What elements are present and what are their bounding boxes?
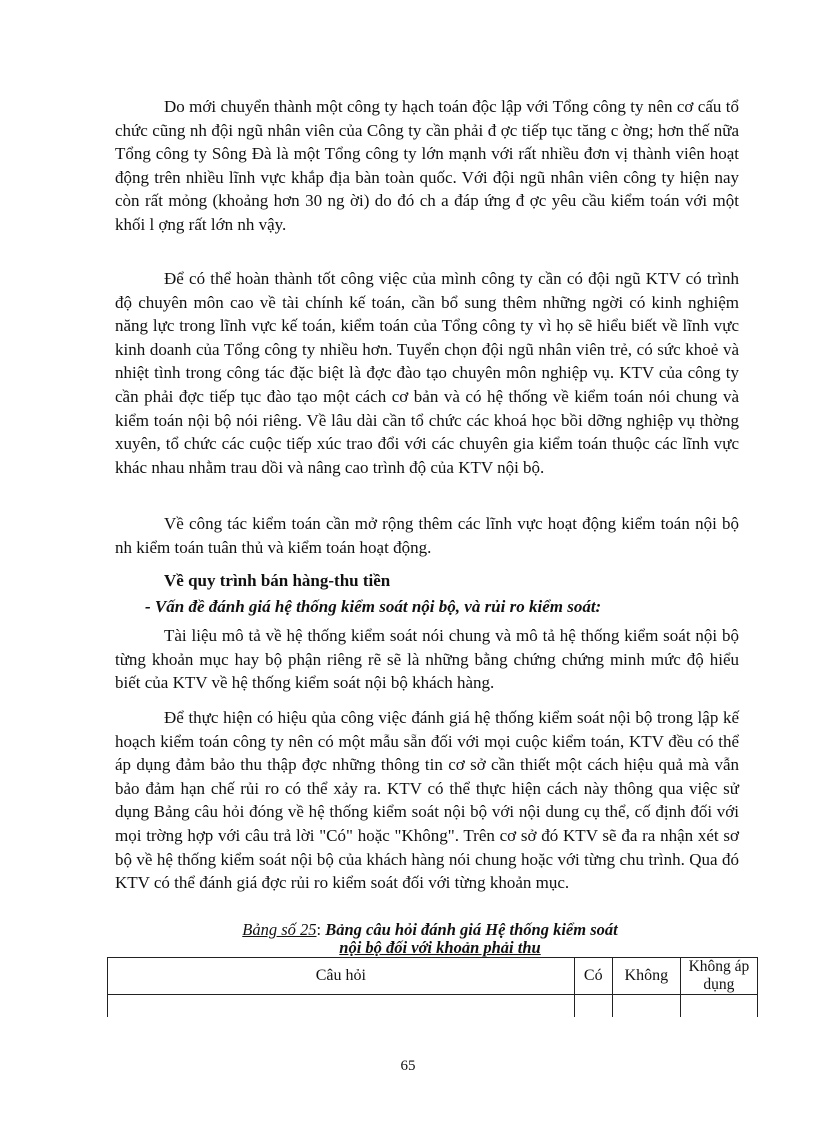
subsection-heading: - Vấn đề đánh giá hệ thống kiểm soát nội bộ, và rủi ro kiểm soát: xyxy=(145,597,602,616)
header-no: Không xyxy=(612,958,680,995)
header-not-applicable-label: Không áp dụng xyxy=(688,958,750,993)
paragraph-staffing: Do mới chuyển thành một công ty hạch toán độc lập với Tổng công ty nên cơ cấu tổ chức cũng nh đội ngũ nhân viên của Công ty cần phải đ ợc tiếp tục tăng c ờng; hơn thế nữa Tổng công ty Sông Đà là một Tổng công ty lớn mạnh với rất nhiều đơn vị thành viên hoạt động trên nhiều lĩnh vực khắp địa bàn toàn quốc. Với đội ngũ nhân viên công ty hiện nay còn rất mỏng (khoảng hơn 30 ng ời) do đó ch a đáp ứng đ ợc yêu cầu kiểm toán với một khối l ợng rất lớn nh vậy. xyxy=(115,97,739,234)
paragraph-documentation: Tài liệu mô tả về hệ thống kiểm soát nói chung và mô tả hệ thống kiểm soát nội bộ từng khoản mục hay bộ phận riêng rẽ sẽ là những bằng chứng chứng minh mức độ hiểu biết của KTV về hệ thống kiểm soát nội bộ khách hàng. xyxy=(115,626,739,693)
cell-yes xyxy=(574,995,612,1018)
header-not-applicable xyxy=(680,958,757,995)
cell-not-applicable xyxy=(680,995,757,1018)
table-title-line-1: Bảng câu hỏi đánh giá Hệ thống kiểm soát xyxy=(325,920,618,939)
header-question: Câu hỏi xyxy=(108,958,575,995)
page-number: 65 xyxy=(400,1058,416,1074)
caption-separator: : xyxy=(316,920,326,939)
table-title-line-2: nội bộ đối với khoản phải thu xyxy=(339,938,541,957)
paragraph-questionnaire: Để thực hiện có hiệu qủa công việc đánh giá hệ thống kiểm soát nội bộ trong lập kế hoạch kiểm toán công ty nên có một mẫu sẵn đối với mọi cuộc kiểm toán, KTV đều có thể áp dụng đảm bảo thu thập đợc những thông tin cơ sở cần thiết một cách hiệu quả mà vẫn bảo đảm hạn chế rủi ro có thể xảy ra. KTV có thể thực hiện cách này thông qua việc sử dụng Bảng câu hỏi đóng về hệ thống kiểm soát nội bộ với nội dung cụ thể, cố định đối với mọi trờng hợp với câu trả lời "Có" hoặc "Không". Trên cơ sở đó KTV sẽ đa ra nhận xét sơ bộ về hệ thống kiểm soát nội bộ của khách hàng nói chung hoặc với từng chu trình. Qua đó KTV có thể đánh giá đợc rủi ro kiểm soát đối với từng khoản mục. xyxy=(115,708,739,893)
cell-no xyxy=(612,995,680,1018)
table-row xyxy=(108,995,758,1018)
cell-question xyxy=(108,995,575,1018)
table-header-row xyxy=(108,958,758,995)
paragraph-audit-scope: Về công tác kiểm toán cần mở rộng thêm các lĩnh vực hoạt động kiểm toán nội bộ nh kiểm toán tuân thủ và kiểm toán hoạt động. xyxy=(115,514,739,557)
control-questionnaire-table xyxy=(107,957,758,1017)
table-caption xyxy=(205,921,655,957)
section-heading: Về quy trình bán hàng-thu tiền xyxy=(164,571,391,590)
paragraph-training: Để có thể hoàn thành tốt công việc của mình công ty cần có đội ngũ KTV có trình độ chuyên môn cao về tài chính kế toán, cần bổ sung thêm những ngời có kinh nghiệm năng lực trong lĩnh vực kế toán, kiểm toán của Tổng công ty vì họ sẽ hiểu biết về lĩnh vực kinh doanh của Tổng công ty nhiều hơn. Tuyển chọn đội ngũ nhân viên trẻ, có sức khoẻ và nhiệt tình trong công tác đặc biệt là đợc đào tạo chuyên môn nghiệp vụ. KTV của công ty cần phải đợc tiếp tục đào tạo một cách cơ bản và có hệ thống về kiểm toán nói chung và kiểm toán nội bộ nói riêng. Về lâu dài cần tổ chức các khoá học bồi dỡng nghiệp vụ thờng xuyên, tổ chức các cuộc tiếp xúc trao đổi với các chuyên gia kiểm toán thuộc các lĩnh vực khác nhau nhằm trau dồi và nâng cao trình độ của KTV nội bộ. xyxy=(115,269,739,477)
table-number-label: Bảng số 25 xyxy=(242,920,317,939)
header-yes: Có xyxy=(574,958,612,995)
